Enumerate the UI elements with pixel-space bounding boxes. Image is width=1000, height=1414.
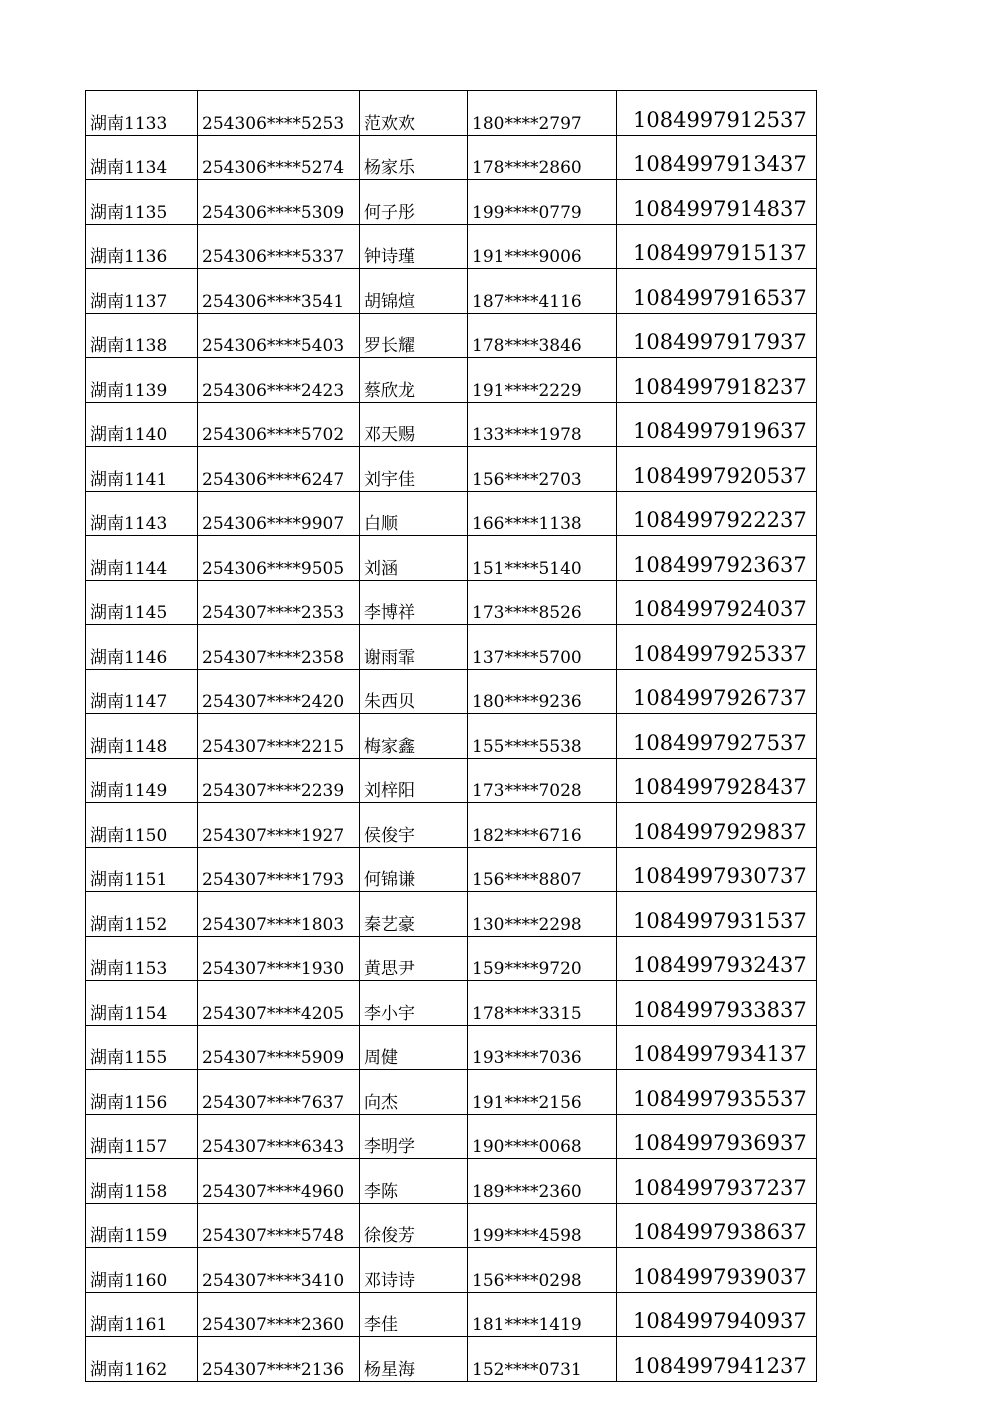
name-cell: 何子彤 — [360, 180, 468, 225]
table-row — [86, 892, 817, 937]
table-row — [86, 402, 817, 447]
tracking-number-cell: 1084997922237 — [617, 491, 817, 536]
id-number-cell: 254306****5253 — [198, 91, 360, 136]
tracking-number-cell: 1084997914837 — [617, 180, 817, 225]
region-cell: 湖南1154 — [86, 981, 198, 1026]
table-row — [86, 803, 817, 848]
region-cell: 湖南1156 — [86, 1070, 198, 1115]
tracking-number-cell: 1084997920537 — [617, 447, 817, 492]
table-row — [86, 180, 817, 225]
phone-cell: 191****9006 — [468, 224, 617, 269]
tracking-number-cell: 1084997941237 — [617, 1337, 817, 1382]
phone-cell: 152****0731 — [468, 1337, 617, 1382]
name-cell: 秦艺豪 — [360, 892, 468, 937]
tracking-number-cell: 1084997933837 — [617, 981, 817, 1026]
id-number-cell: 254307****2215 — [198, 714, 360, 759]
table-row — [86, 358, 817, 403]
tracking-number-cell: 1084997929837 — [617, 803, 817, 848]
name-cell: 刘梓阳 — [360, 758, 468, 803]
region-cell: 湖南1140 — [86, 402, 198, 447]
id-number-cell: 254307****2360 — [198, 1292, 360, 1337]
id-number-cell: 254306****9907 — [198, 491, 360, 536]
phone-cell: 156****2703 — [468, 447, 617, 492]
id-number-cell: 254307****2136 — [198, 1337, 360, 1382]
id-number-cell: 254306****3541 — [198, 269, 360, 314]
id-number-cell: 254307****1930 — [198, 936, 360, 981]
tracking-number-cell: 1084997925337 — [617, 625, 817, 670]
region-cell: 湖南1153 — [86, 936, 198, 981]
tracking-number-cell: 1084997927537 — [617, 714, 817, 759]
id-number-cell: 254307****2353 — [198, 580, 360, 625]
name-cell: 刘宇佳 — [360, 447, 468, 492]
name-cell: 黄思尹 — [360, 936, 468, 981]
name-cell: 李佳 — [360, 1292, 468, 1337]
name-cell: 邓诗诗 — [360, 1248, 468, 1293]
tracking-number-cell: 1084997912537 — [617, 91, 817, 136]
name-cell: 白顺 — [360, 491, 468, 536]
region-cell: 湖南1152 — [86, 892, 198, 937]
tracking-number-cell: 1084997938637 — [617, 1203, 817, 1248]
region-cell: 湖南1144 — [86, 536, 198, 581]
region-cell: 湖南1151 — [86, 847, 198, 892]
phone-cell: 159****9720 — [468, 936, 617, 981]
phone-cell: 155****5538 — [468, 714, 617, 759]
table-row — [86, 313, 817, 358]
id-number-cell: 254307****2239 — [198, 758, 360, 803]
region-cell: 湖南1138 — [86, 313, 198, 358]
table-row — [86, 981, 817, 1026]
id-number-cell: 254307****5909 — [198, 1025, 360, 1070]
phone-cell: 156****0298 — [468, 1248, 617, 1293]
tracking-number-cell: 1084997936937 — [617, 1114, 817, 1159]
tracking-number-cell: 1084997934137 — [617, 1025, 817, 1070]
region-cell: 湖南1146 — [86, 625, 198, 670]
phone-cell: 156****8807 — [468, 847, 617, 892]
tracking-number-cell: 1084997917937 — [617, 313, 817, 358]
table-row — [86, 536, 817, 581]
id-number-cell: 254307****2420 — [198, 669, 360, 714]
name-cell: 范欢欢 — [360, 91, 468, 136]
phone-cell: 193****7036 — [468, 1025, 617, 1070]
tracking-number-cell: 1084997930737 — [617, 847, 817, 892]
id-number-cell: 254307****1803 — [198, 892, 360, 937]
table-row — [86, 135, 817, 180]
region-cell: 湖南1134 — [86, 135, 198, 180]
region-cell: 湖南1150 — [86, 803, 198, 848]
id-number-cell: 254306****5702 — [198, 402, 360, 447]
data-table — [85, 90, 817, 1382]
phone-cell: 199****4598 — [468, 1203, 617, 1248]
region-cell: 湖南1133 — [86, 91, 198, 136]
region-cell: 湖南1148 — [86, 714, 198, 759]
name-cell: 李小宇 — [360, 981, 468, 1026]
tracking-number-cell: 1084997939037 — [617, 1248, 817, 1293]
id-number-cell: 254306****9505 — [198, 536, 360, 581]
tracking-number-cell: 1084997931537 — [617, 892, 817, 937]
phone-cell: 189****2360 — [468, 1159, 617, 1204]
id-number-cell: 254307****1927 — [198, 803, 360, 848]
table-row — [86, 447, 817, 492]
phone-cell: 173****7028 — [468, 758, 617, 803]
tracking-number-cell: 1084997918237 — [617, 358, 817, 403]
region-cell: 湖南1143 — [86, 491, 198, 536]
tracking-number-cell: 1084997932437 — [617, 936, 817, 981]
name-cell: 钟诗瑾 — [360, 224, 468, 269]
tracking-number-cell: 1084997919637 — [617, 402, 817, 447]
phone-cell: 180****9236 — [468, 669, 617, 714]
region-cell: 湖南1159 — [86, 1203, 198, 1248]
phone-cell: 133****1978 — [468, 402, 617, 447]
tracking-number-cell: 1084997928437 — [617, 758, 817, 803]
region-cell: 湖南1141 — [86, 447, 198, 492]
name-cell: 梅家鑫 — [360, 714, 468, 759]
id-number-cell: 254307****4960 — [198, 1159, 360, 1204]
phone-cell: 191****2156 — [468, 1070, 617, 1115]
region-cell: 湖南1161 — [86, 1292, 198, 1337]
region-cell: 湖南1147 — [86, 669, 198, 714]
tracking-number-cell: 1084997940937 — [617, 1292, 817, 1337]
phone-cell: 130****2298 — [468, 892, 617, 937]
table-row — [86, 847, 817, 892]
table-row — [86, 714, 817, 759]
table-body — [86, 91, 817, 1382]
phone-cell: 181****1419 — [468, 1292, 617, 1337]
region-cell: 湖南1158 — [86, 1159, 198, 1204]
phone-cell: 137****5700 — [468, 625, 617, 670]
phone-cell: 187****4116 — [468, 269, 617, 314]
name-cell: 向杰 — [360, 1070, 468, 1115]
region-cell: 湖南1162 — [86, 1337, 198, 1382]
region-cell: 湖南1145 — [86, 580, 198, 625]
tracking-number-cell: 1084997913437 — [617, 135, 817, 180]
table-row — [86, 1070, 817, 1115]
tracking-number-cell: 1084997924037 — [617, 580, 817, 625]
name-cell: 杨星海 — [360, 1337, 468, 1382]
table-row — [86, 758, 817, 803]
id-number-cell: 254307****3410 — [198, 1248, 360, 1293]
tracking-number-cell: 1084997937237 — [617, 1159, 817, 1204]
id-number-cell: 254307****1793 — [198, 847, 360, 892]
table-row — [86, 1248, 817, 1293]
table-row — [86, 1292, 817, 1337]
phone-cell: 191****2229 — [468, 358, 617, 403]
id-number-cell: 254307****6343 — [198, 1114, 360, 1159]
phone-cell: 199****0779 — [468, 180, 617, 225]
name-cell: 何锦谦 — [360, 847, 468, 892]
phone-cell: 178****2860 — [468, 135, 617, 180]
name-cell: 罗长耀 — [360, 313, 468, 358]
name-cell: 胡锦煊 — [360, 269, 468, 314]
name-cell: 朱西贝 — [360, 669, 468, 714]
tracking-number-cell: 1084997915137 — [617, 224, 817, 269]
region-cell: 湖南1137 — [86, 269, 198, 314]
phone-cell: 190****0068 — [468, 1114, 617, 1159]
table-row — [86, 269, 817, 314]
id-number-cell: 254306****5403 — [198, 313, 360, 358]
name-cell: 李明学 — [360, 1114, 468, 1159]
tracking-number-cell: 1084997935537 — [617, 1070, 817, 1115]
id-number-cell: 254306****5274 — [198, 135, 360, 180]
phone-cell: 151****5140 — [468, 536, 617, 581]
id-number-cell: 254307****7637 — [198, 1070, 360, 1115]
region-cell: 湖南1149 — [86, 758, 198, 803]
region-cell: 湖南1157 — [86, 1114, 198, 1159]
name-cell: 李博祥 — [360, 580, 468, 625]
name-cell: 谢雨霏 — [360, 625, 468, 670]
id-number-cell: 254306****2423 — [198, 358, 360, 403]
id-number-cell: 254306****6247 — [198, 447, 360, 492]
table-row — [86, 1114, 817, 1159]
phone-cell: 178****3315 — [468, 981, 617, 1026]
name-cell: 刘涵 — [360, 536, 468, 581]
name-cell: 杨家乐 — [360, 135, 468, 180]
name-cell: 徐俊芳 — [360, 1203, 468, 1248]
region-cell: 湖南1139 — [86, 358, 198, 403]
phone-cell: 178****3846 — [468, 313, 617, 358]
table-row — [86, 224, 817, 269]
region-cell: 湖南1160 — [86, 1248, 198, 1293]
table-row — [86, 1337, 817, 1382]
region-cell: 湖南1136 — [86, 224, 198, 269]
table-row — [86, 625, 817, 670]
name-cell: 侯俊宇 — [360, 803, 468, 848]
tracking-number-cell: 1084997923637 — [617, 536, 817, 581]
id-number-cell: 254307****2358 — [198, 625, 360, 670]
id-number-cell: 254306****5309 — [198, 180, 360, 225]
id-number-cell: 254307****5748 — [198, 1203, 360, 1248]
tracking-number-cell: 1084997916537 — [617, 269, 817, 314]
phone-cell: 166****1138 — [468, 491, 617, 536]
id-number-cell: 254306****5337 — [198, 224, 360, 269]
table-row — [86, 580, 817, 625]
name-cell: 李陈 — [360, 1159, 468, 1204]
region-cell: 湖南1155 — [86, 1025, 198, 1070]
phone-cell: 173****8526 — [468, 580, 617, 625]
table-row — [86, 91, 817, 136]
table-row — [86, 936, 817, 981]
tracking-number-cell: 1084997926737 — [617, 669, 817, 714]
phone-cell: 182****6716 — [468, 803, 617, 848]
table-row — [86, 1025, 817, 1070]
table-row — [86, 1159, 817, 1204]
id-number-cell: 254307****4205 — [198, 981, 360, 1026]
phone-cell: 180****2797 — [468, 91, 617, 136]
table-row — [86, 1203, 817, 1248]
table-row — [86, 491, 817, 536]
name-cell: 蔡欣龙 — [360, 358, 468, 403]
table-row — [86, 669, 817, 714]
name-cell: 周健 — [360, 1025, 468, 1070]
region-cell: 湖南1135 — [86, 180, 198, 225]
name-cell: 邓天赐 — [360, 402, 468, 447]
